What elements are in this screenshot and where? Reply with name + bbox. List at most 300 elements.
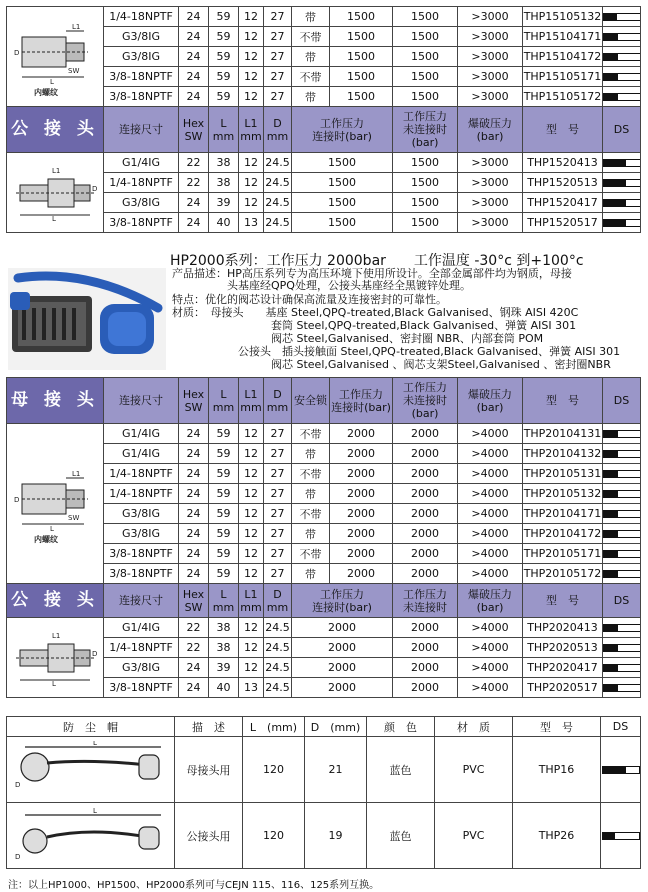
diagram-cell: [7, 153, 104, 233]
cell-wp-connected: 2000: [292, 618, 393, 638]
male-coupling-diagram: [12, 163, 98, 223]
cell-ds: [603, 424, 641, 444]
table-row: [7, 424, 641, 444]
col-burst: 爆破压力 (bar): [458, 378, 523, 424]
cell-size: 1/4-18NPTF: [104, 7, 179, 27]
cell-wp-unconnected: 2000: [393, 504, 458, 524]
col-wp-unconnected: 工作压力 未连接时 (bar): [393, 378, 458, 424]
diagram-cell: [7, 803, 175, 869]
col-d: D mm: [264, 378, 292, 424]
cell-l: 59: [209, 47, 239, 67]
cell-d: 24.5: [264, 153, 292, 173]
cell-ds: [603, 173, 641, 193]
cell-model: THP1520517: [523, 213, 603, 233]
col-wp-unconnected: 工作压力 未连接时: [393, 584, 458, 618]
ds-indicator: [603, 550, 641, 558]
cell-l: 59: [209, 564, 239, 584]
col-wp-unconnected: 工作压力 未连接时 (bar): [393, 107, 458, 153]
svg-text:D: D: [92, 184, 98, 193]
cell-wp-connected: 2000: [330, 464, 393, 484]
cell-hex: 24: [179, 678, 209, 698]
cell-size: 1/4-18NPTF: [104, 173, 179, 193]
cell-lock: 带: [292, 524, 330, 544]
ds-indicator: [602, 832, 640, 840]
cell-burst: >4000: [458, 658, 523, 678]
cell-l1: 12: [239, 618, 264, 638]
svg-text:L: L: [52, 214, 56, 223]
svg-text:L: L: [50, 77, 54, 86]
cell-size: G1/4IG: [104, 618, 179, 638]
cell-l1: 12: [239, 544, 264, 564]
ds-indicator: [603, 470, 641, 478]
cell-ds: [601, 803, 641, 869]
cell-wp-connected: 1500: [330, 27, 393, 47]
cell-model: THP15105132: [523, 7, 603, 27]
cell-size: 3/8-18NPTF: [104, 544, 179, 564]
cell-hex: 24: [179, 213, 209, 233]
cell-wp-unconnected: 1500: [393, 67, 458, 87]
svg-text:L: L: [52, 679, 56, 688]
cell-ds: [603, 444, 641, 464]
cell-size: 1/4-18NPTF: [104, 484, 179, 504]
cell-l: 59: [209, 87, 239, 107]
cell-model: THP15105171: [523, 67, 603, 87]
table-row: [7, 153, 641, 173]
svg-text:D: D: [14, 780, 20, 789]
cell-wp-connected: 1500: [292, 213, 393, 233]
col-hex: Hex SW: [179, 584, 209, 618]
cell-model: THP15104172: [523, 47, 603, 67]
cell-d: 27: [264, 27, 292, 47]
feature-line: 特点：优化的阀芯设计确保高流量及连接密封的可靠性。: [172, 293, 447, 306]
cell-ds: [603, 193, 641, 213]
ds-indicator: [603, 33, 641, 41]
cell-wp-connected: 2000: [330, 504, 393, 524]
svg-text:L1: L1: [52, 166, 61, 175]
col-l: L (mm): [243, 717, 305, 737]
cell-hex: 22: [179, 638, 209, 658]
cell-desc: 母接头用: [175, 737, 243, 803]
cell-wp-unconnected: 1500: [393, 87, 458, 107]
cell-lock: 带: [292, 7, 330, 27]
cell-burst: >4000: [458, 484, 523, 504]
ds-indicator: [603, 490, 641, 498]
col-burst: 爆破压力 (bar): [458, 107, 523, 153]
col-model: 型 号: [523, 584, 603, 618]
cell-d: 19: [305, 803, 367, 869]
section-title: 公 接 头: [7, 107, 104, 153]
cell-wp-unconnected: 2000: [393, 464, 458, 484]
cell-d: 27: [264, 484, 292, 504]
col-model: 型 号: [513, 717, 601, 737]
cell-hex: 24: [179, 544, 209, 564]
ds-indicator: [603, 13, 641, 21]
dust-cap-table: [6, 716, 641, 869]
cell-hex: 24: [179, 444, 209, 464]
cell-ds: [603, 658, 641, 678]
cell-hex: 24: [179, 7, 209, 27]
cell-ds: [603, 484, 641, 504]
cell-l1: 13: [239, 213, 264, 233]
cell-burst: >4000: [458, 444, 523, 464]
cell-d: 24.5: [264, 658, 292, 678]
cell-ds: [603, 27, 641, 47]
ds-indicator: [603, 53, 641, 61]
ds-indicator: [603, 159, 641, 167]
svg-text:SW: SW: [68, 513, 80, 522]
cell-d: 27: [264, 524, 292, 544]
cell-lock: 带: [292, 444, 330, 464]
col-ds: DS: [601, 717, 641, 737]
col-material: 材 质: [435, 717, 513, 737]
cell-l: 59: [209, 7, 239, 27]
cell-d: 24.5: [264, 618, 292, 638]
cell-l: 59: [209, 524, 239, 544]
cell-ds: [603, 153, 641, 173]
cell-l1: 12: [239, 484, 264, 504]
svg-text:D: D: [92, 649, 98, 658]
cell-wp-connected: 2000: [330, 444, 393, 464]
cell-size: 1/4-18NPTF: [104, 464, 179, 484]
cell-wp-unconnected: 2000: [393, 544, 458, 564]
svg-text:D: D: [14, 48, 20, 57]
cell-l1: 12: [239, 173, 264, 193]
cell-ds: [603, 638, 641, 658]
cell-hex: 22: [179, 618, 209, 638]
cell-size: 3/8-18NPTF: [104, 67, 179, 87]
cell-wp-unconnected: 2000: [393, 524, 458, 544]
cell-lock: 不带: [292, 504, 330, 524]
cell-size: 3/8-18NPTF: [104, 213, 179, 233]
cell-burst: >4000: [458, 564, 523, 584]
cell-l1: 12: [239, 193, 264, 213]
cell-d: 24.5: [264, 173, 292, 193]
diagram-cell: [7, 737, 175, 803]
col-d: D mm: [264, 107, 292, 153]
cell-d: 27: [264, 7, 292, 27]
table-header: [7, 584, 641, 618]
cell-wp-connected: 2000: [330, 524, 393, 544]
female-coupling-diagram: [12, 17, 98, 97]
cell-burst: >4000: [458, 678, 523, 698]
cell-wp-connected: 2000: [292, 658, 393, 678]
cell-lock: 不带: [292, 67, 330, 87]
svg-text:L1: L1: [72, 469, 81, 478]
cell-wp-unconnected: 2000: [393, 678, 458, 698]
cell-wp-unconnected: 1500: [393, 193, 458, 213]
cell-burst: >3000: [458, 7, 523, 27]
cell-wp-connected: 1500: [330, 67, 393, 87]
cell-l1: 12: [239, 67, 264, 87]
cell-l1: 12: [239, 153, 264, 173]
cell-l: 38: [209, 153, 239, 173]
cell-wp-unconnected: 1500: [393, 27, 458, 47]
cell-ds: [603, 213, 641, 233]
cell-size: 1/4-18NPTF: [104, 638, 179, 658]
cell-l: 120: [243, 737, 305, 803]
col-burst: 爆破压力 (bar): [458, 584, 523, 618]
svg-text:L: L: [92, 740, 97, 747]
cell-model: THP20105172: [523, 564, 603, 584]
cell-model: THP20105171: [523, 544, 603, 564]
ds-indicator: [603, 684, 641, 692]
ds-indicator: [603, 644, 641, 652]
coupling-photo: [8, 268, 166, 370]
cell-wp-unconnected: 2000: [393, 484, 458, 504]
cell-l: 59: [209, 544, 239, 564]
cell-wp-connected: 2000: [292, 678, 393, 698]
cell-hex: 24: [179, 464, 209, 484]
diagram-cell: [7, 7, 104, 107]
cell-model: THP20104172: [523, 524, 603, 544]
cell-ds: [603, 464, 641, 484]
section-title: 公 接 头: [7, 584, 104, 618]
cell-wp-connected: 1500: [330, 7, 393, 27]
cell-hex: 24: [179, 504, 209, 524]
cell-l: 39: [209, 193, 239, 213]
cell-wp-connected: 2000: [330, 544, 393, 564]
cell-burst: >4000: [458, 638, 523, 658]
table-header: [7, 107, 641, 153]
cell-burst: >4000: [458, 524, 523, 544]
cell-burst: >4000: [458, 618, 523, 638]
cell-size: G1/4IG: [104, 153, 179, 173]
cell-model: THP16: [513, 737, 601, 803]
cell-size: G3/8IG: [104, 504, 179, 524]
col-l: L mm: [209, 584, 239, 618]
cell-l1: 12: [239, 87, 264, 107]
cell-l1: 13: [239, 678, 264, 698]
cell-burst: >3000: [458, 67, 523, 87]
cell-burst: >3000: [458, 87, 523, 107]
cell-burst: >3000: [458, 47, 523, 67]
cell-d: 27: [264, 444, 292, 464]
cell-wp-unconnected: 2000: [393, 658, 458, 678]
cell-d: 27: [264, 67, 292, 87]
table-row: [7, 803, 641, 869]
cell-l: 59: [209, 484, 239, 504]
cell-wp-connected: 2000: [330, 564, 393, 584]
svg-text:L1: L1: [72, 22, 81, 31]
col-ds: DS: [603, 107, 641, 153]
table-header: [7, 378, 641, 424]
col-ds: DS: [603, 584, 641, 618]
cell-hex: 24: [179, 564, 209, 584]
col-wp-connected: 工作压力 连接时(bar): [292, 107, 393, 153]
col-color: 颜 色: [367, 717, 435, 737]
cell-d: 27: [264, 47, 292, 67]
cell-size: G3/8IG: [104, 193, 179, 213]
cell-desc: 公接头用: [175, 803, 243, 869]
cell-d: 24.5: [264, 213, 292, 233]
ds-indicator: [603, 624, 641, 632]
cell-l1: 12: [239, 47, 264, 67]
cell-l: 38: [209, 638, 239, 658]
cell-model: THP15104171: [523, 27, 603, 47]
cell-l: 38: [209, 618, 239, 638]
col-l1: L1 mm: [239, 584, 264, 618]
cell-d: 27: [264, 564, 292, 584]
col-model: 型 号: [523, 378, 603, 424]
cell-burst: >3000: [458, 27, 523, 47]
cell-model: THP20105132: [523, 484, 603, 504]
cell-size: G3/8IG: [104, 27, 179, 47]
cell-material: PVC: [435, 803, 513, 869]
cell-wp-unconnected: 2000: [393, 618, 458, 638]
cell-hex: 24: [179, 193, 209, 213]
col-d: D (mm): [305, 717, 367, 737]
cell-l1: 12: [239, 524, 264, 544]
cell-lock: 不带: [292, 464, 330, 484]
cell-d: 24.5: [264, 638, 292, 658]
cell-l1: 12: [239, 658, 264, 678]
cell-model: THP2020417: [523, 658, 603, 678]
table-row: [7, 7, 641, 27]
cell-ds: [603, 7, 641, 27]
desc-line-1: 产品描述：HP高压系列专为高压环境下使用所设计。全部金属部件均为钢质，母接: [172, 267, 572, 280]
col-ds: DS: [603, 378, 641, 424]
cell-wp-connected: 2000: [292, 638, 393, 658]
cell-burst: >4000: [458, 464, 523, 484]
cell-wp-unconnected: 1500: [393, 173, 458, 193]
cell-size: G3/8IG: [104, 47, 179, 67]
ds-indicator: [603, 430, 641, 438]
cell-hex: 24: [179, 658, 209, 678]
cell-model: THP20104131: [523, 424, 603, 444]
cell-wp-connected: 1500: [292, 173, 393, 193]
cell-wp-unconnected: 2000: [393, 424, 458, 444]
cell-burst: >3000: [458, 193, 523, 213]
col-l1: L1 mm: [239, 378, 264, 424]
hp2000-table: [6, 377, 641, 698]
cell-model: THP15105172: [523, 87, 603, 107]
cell-color: 蓝色: [367, 737, 435, 803]
cell-ds: [603, 67, 641, 87]
cell-l: 40: [209, 678, 239, 698]
cell-lock: 不带: [292, 27, 330, 47]
female-coupling-diagram: [12, 464, 98, 544]
cell-l: 59: [209, 424, 239, 444]
ds-indicator: [603, 199, 641, 207]
cell-hex: 24: [179, 524, 209, 544]
ds-indicator: [603, 510, 641, 518]
cell-model: THP20104132: [523, 444, 603, 464]
svg-text:L: L: [92, 806, 97, 815]
cell-wp-unconnected: 1500: [393, 7, 458, 27]
cell-ds: [601, 737, 641, 803]
figure-caption: 内螺纹: [34, 87, 58, 97]
cell-burst: >4000: [458, 544, 523, 564]
cell-model: THP2020517: [523, 678, 603, 698]
cell-l: 59: [209, 67, 239, 87]
section-title: 母 接 头: [7, 378, 104, 424]
material-line-2: 套筒 Steel,QPQ-treated,Black Galvanised、弹簧 AISI 301: [172, 319, 577, 332]
cell-wp-unconnected: 1500: [393, 213, 458, 233]
material-line-5: 阀芯 Steel,Galvanised 、阀芯支架Steel,Galvanised 、密封圈NBR: [172, 358, 611, 371]
ds-indicator: [602, 766, 640, 774]
cell-size: 3/8-18NPTF: [104, 564, 179, 584]
ds-indicator: [603, 570, 641, 578]
col-l: L mm: [209, 378, 239, 424]
svg-text:L: L: [50, 524, 54, 533]
cell-d: 27: [264, 464, 292, 484]
col-size: 连接尺寸: [104, 378, 179, 424]
cell-l1: 12: [239, 424, 264, 444]
cell-d: 21: [305, 737, 367, 803]
cell-lock: 不带: [292, 424, 330, 444]
ds-indicator: [603, 93, 641, 101]
hp2000-title: HP2000系列：工作压力 2000bar 工作温度 -30°c 到+100°c: [170, 253, 584, 269]
dust-cap-diagram: [11, 741, 171, 799]
cell-d: 27: [264, 544, 292, 564]
cell-ds: [603, 678, 641, 698]
ds-indicator: [603, 664, 641, 672]
cell-hex: 24: [179, 87, 209, 107]
cell-size: G3/8IG: [104, 658, 179, 678]
cell-l: 59: [209, 504, 239, 524]
diagram-cell: [7, 424, 104, 584]
cell-l1: 12: [239, 504, 264, 524]
cell-wp-connected: 2000: [330, 484, 393, 504]
cell-hex: 24: [179, 67, 209, 87]
cell-wp-unconnected: 1500: [393, 47, 458, 67]
cell-model: THP1520417: [523, 193, 603, 213]
col-l1: L1 mm: [239, 107, 264, 153]
cell-l: 120: [243, 803, 305, 869]
cell-lock: 带: [292, 47, 330, 67]
cell-wp-unconnected: 2000: [393, 564, 458, 584]
col-d: D mm: [264, 584, 292, 618]
footnote: 注：以上HP1000、HP1500、HP2000系列可与CEJN 115、116、125系列互换。: [8, 880, 380, 891]
cell-hex: 24: [179, 47, 209, 67]
svg-text:D: D: [14, 495, 20, 504]
cell-wp-unconnected: 2000: [393, 638, 458, 658]
cell-hex: 24: [179, 424, 209, 444]
cell-wp-unconnected: 2000: [393, 444, 458, 464]
cell-l1: 12: [239, 464, 264, 484]
cell-l: 59: [209, 27, 239, 47]
cell-lock: 带: [292, 564, 330, 584]
cell-l1: 12: [239, 564, 264, 584]
cell-d: 24.5: [264, 193, 292, 213]
cell-ds: [603, 544, 641, 564]
cell-d: 27: [264, 424, 292, 444]
cell-material: PVC: [435, 737, 513, 803]
cell-size: G3/8IG: [104, 524, 179, 544]
cell-lock: 不带: [292, 544, 330, 564]
cell-model: THP1520413: [523, 153, 603, 173]
cell-ds: [603, 524, 641, 544]
cell-burst: >4000: [458, 424, 523, 444]
cell-size: 3/8-18NPTF: [104, 87, 179, 107]
ds-indicator: [603, 530, 641, 538]
col-hex: Hex SW: [179, 107, 209, 153]
material-line-4: 公接头 插头接触面 Steel,QPQ-treated,Black Galvanised、弹簧 AISI 301: [172, 345, 621, 358]
cell-wp-connected: 1500: [292, 193, 393, 213]
cell-hex: 24: [179, 484, 209, 504]
cell-l: 38: [209, 173, 239, 193]
col-wp-connected: 工作压力 连接时(bar): [292, 584, 393, 618]
cell-d: 27: [264, 87, 292, 107]
cell-l1: 12: [239, 444, 264, 464]
cell-l: 40: [209, 213, 239, 233]
col-wp-connected: 工作压力 连接时(bar): [330, 378, 393, 424]
col-model: 型 号: [523, 107, 603, 153]
col-size: 连接尺寸: [104, 584, 179, 618]
col-size: 连接尺寸: [104, 107, 179, 153]
desc-line-2: 头基座经QPQ处理，公接头基座经全黑镀锌处理。: [172, 279, 471, 292]
cell-ds: [603, 618, 641, 638]
